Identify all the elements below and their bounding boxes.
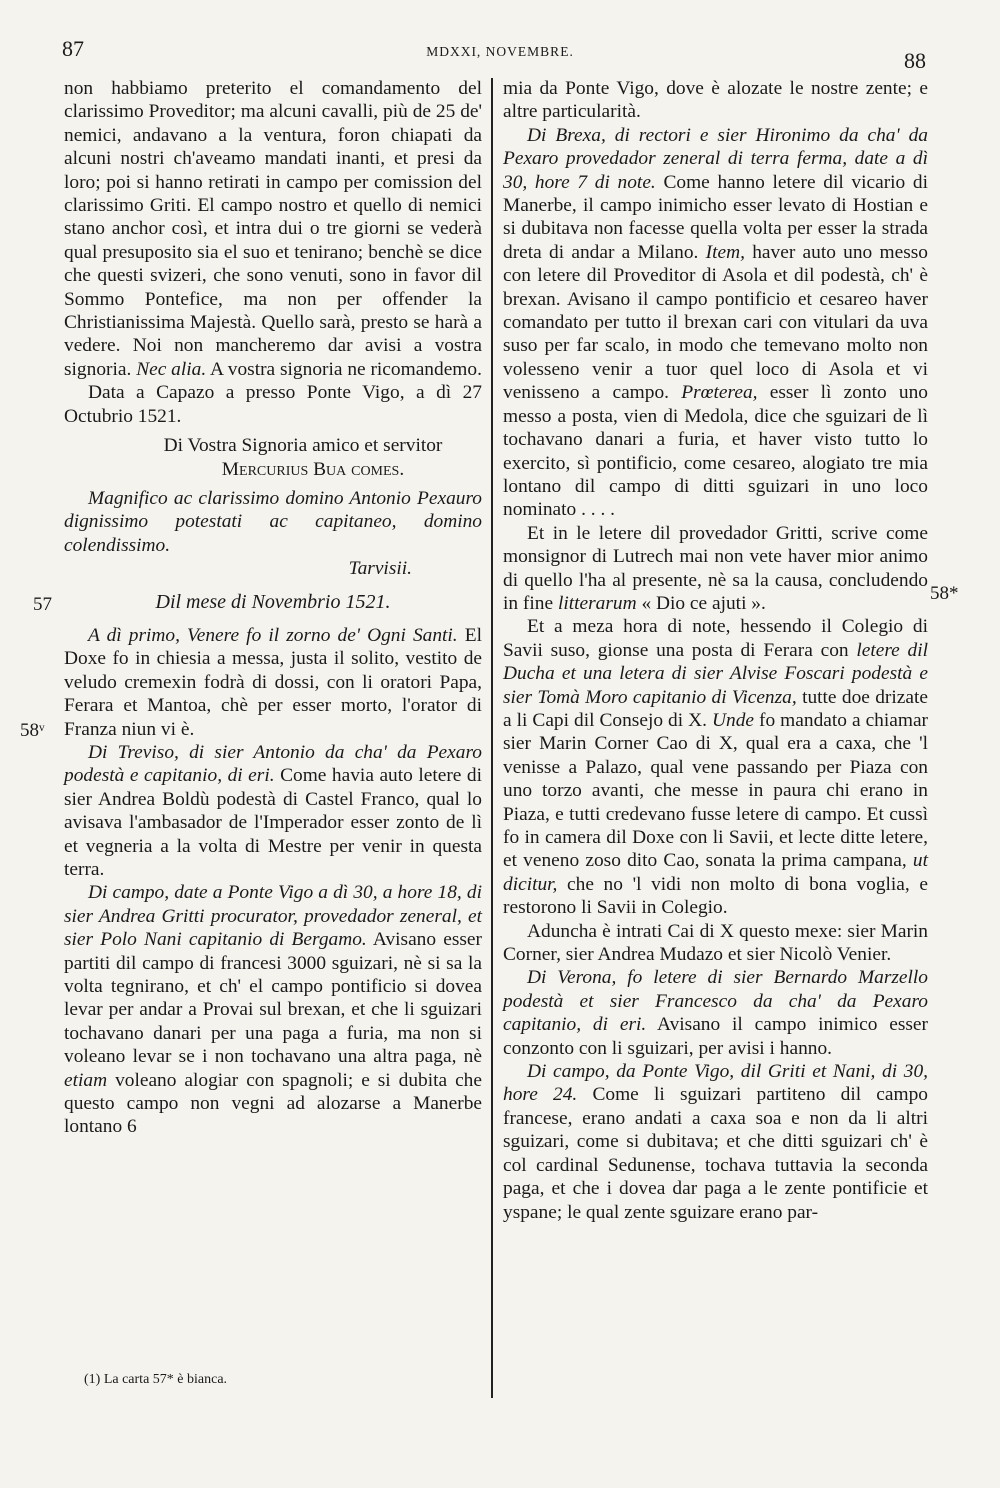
running-header xyxy=(0,34,1000,74)
paragraph: Di Treviso, di sier Antonio da cha' da Pexaro podestà e capitanio, di eri. Come havia auto letere di sier Andrea Boldù podestà di Castel Franco, qual lo avisava l'ambasador de l'Imperador esser zonto de lì et vegneria a la volta di Mestre per venir in questa terra. xyxy=(64,741,482,880)
paragraph: Et in le letere dil provedador Gritti, scrive come monsignor di Lutrech mai non vete haver mior animo di quello l'ha al presente, nè sa la causa, concludendo in fine litterarum « Dio ce ajuti ». xyxy=(503,522,928,614)
paragraph: Di Brexa, di rectori e sier Hironimo da cha' da Pexaro provedador zeneral di terra ferma, date a dì 30, hore 7 di note. Come hanno letere dil vicario di Manerbe, il campo inimicho esser levato di Hostian e si dubitava non facesse quella volta per esser la strada dreta di andar a Milano. Item, haver auto uno messo con letere dil Proveditor di Asola et dil podestà, ch' è brexan. Avisano il campo pontificio et cesareo haver comandato per tutto il brexan cari con vitulari da uva suso per far scalo, in modo che temevano molto non volesseno venir a tuor quel loco di Asola et vi venisseno a campo. Prœterea, esser lì zonto uno messo a posta, vien di Medola, dice che sguizari de lì tochavano danari a furia, et haver visto tutto lo exercito, sì pontificio, come cesareo, alogiato tre mia lontano dil campo di ditti sguizari in uno loco nominato . . . . xyxy=(503,124,929,521)
paragraph: A dì primo, Venere fo il zorno de' Ogni Santi. El Doxe fo in chiesia a messa, justa il solito, vestito de veludo cremexin fodrà di dossi, con li oratori Papa, Ferara et Mantoa, chè per esser morto, l'orator di Franza niun vi è. xyxy=(64,624,482,740)
paragraph: Di campo, date a Ponte Vigo a dì 30, a hore 18, di sier Andrea Gritti procurator, provedador zeneral, et sier Polo Nani capitanio di Bergamo. Avisano esser partiti dil campo di francesi 3000 sguizari, nè si sa la volta tegnirano, et ch' el campo pontificio si dovea levar per andar a Provai sul brexan, et che li sguizari tochavano danari per una paga a furia, ma non si voleano levar se i non tochavano una altra paga, nè etiam voleano alogiar con spagnoli; e si dubita che questo campo non vegni ad alozarse a Manerbe lontano 6 xyxy=(64,882,482,1138)
address-block: Magnifico ac clarissimo domino Antonio Pexauro dignissimo potestati ac capitaneo, domino colendissimo. xyxy=(64,487,482,556)
right-column xyxy=(503,77,928,1224)
left-column xyxy=(64,77,482,1139)
paragraph: Et a meza hora di note, hessendo il Colegio di Savii suso, gionse una posta di Ferara con letere dil Ducha et una letera di sier Alvise Foscari podestà e sier Tomà Moro capitanio di Vicenza, tutte doe drizate a li Capi dil Consejo di X. Unde fo mandato a chiamar sier Marin Corner Cao di X, qual era a caxa, che 'l venisse a Palazo, qual vene passando per Piaza con uno torzo avanti, che messe in paura chi erano in Piaza, e tutti credevano fusse letere di campo. Et cussì fo in camera dil Doxe con li Savii, et lecte ditte letere, et veneno zoso dito Cao, sonata la prima campana, ut dicitur, che no 'l vidi non molto di bona voglia, e restorono li Savii in Colegio. xyxy=(503,616,929,919)
page-number-right: 88 xyxy=(904,48,926,73)
paragraph: mia da Ponte Vigo, dove è alozate le nostre zente; e altre particularità. xyxy=(503,78,928,123)
margin-number-58v: 58ᵛ xyxy=(20,720,45,741)
paragraph: Di campo, da Ponte Vigo, dil Griti et Nani, di 30, hore 24. Come li sguizari partiteno dil campo francese, erano andati a caxa soa e non da li altri sguizari, come si dubitava; et che ditti sguizari ch' è col cardinal Sedunense, tochava tuttavia la seconda paga, et che i dovea dar paga a le zente pontificie et yspane; le qual zente sguizare erano par- xyxy=(503,1061,928,1223)
address-place: Tarvisii. xyxy=(348,558,412,580)
margin-number-58-star: 58* xyxy=(930,583,959,604)
footnote: (1) La carta 57* è bianca. xyxy=(84,1372,228,1387)
paragraph: non habbiamo preterito el comandamento del clarissimo Proveditor; ma alcuni cavalli, più de 25 de' nemici, andavano a la ventura, foron chiapati da alcuni nostri ch'aveamo mandati inanti, et presi da loro; poi si hanno retirati in campo per comission del clarissimo Griti. El campo nostro et quello di nemici stano anchor così, et intra dui o tre giorni se vederà qual presuposito sia el suo et tenirano; benchè se dice che questi svizeri, che sono venuti, sono in favor dil Sommo Pontefice, ma non per offender la Christianissima Majestà. Quello sarà, presto se harà a vedere. Noi non mancheremo dar avisi a vostra signoria. Nec alia. A vostra signoria ne ricomandemo. xyxy=(64,78,482,380)
section-heading: Dil mese di Novembrio 1521. xyxy=(155,590,391,613)
paragraph: Di Verona, fo letere di sier Bernardo Marzello podestà et sier Francesco da cha' da Pexaro capitanio, di eri. Avisano il campo inimico esser conzonto con li sguizari, per avisi i hanno. xyxy=(503,967,928,1059)
paragraph: Aduncha è intrati Cai di X questo mexe: sier Marin Corner, sier Andrea Mudazo et sier Nicolò Venier. xyxy=(503,920,928,966)
closing-formula: Di Vostra Signoria amico et servitor xyxy=(163,435,443,457)
margin-number-57: 57 xyxy=(33,594,52,615)
signature-name: Mercurius Bua comes. xyxy=(221,458,405,480)
page-number-left: 87 xyxy=(62,36,84,61)
date-line: Data a Capazo a presso Ponte Vigo, a dì 27 Octubrio 1521. xyxy=(64,382,482,427)
column-divider xyxy=(491,78,493,1398)
running-title: MDXXI, NOVEMBRE. xyxy=(426,44,574,59)
